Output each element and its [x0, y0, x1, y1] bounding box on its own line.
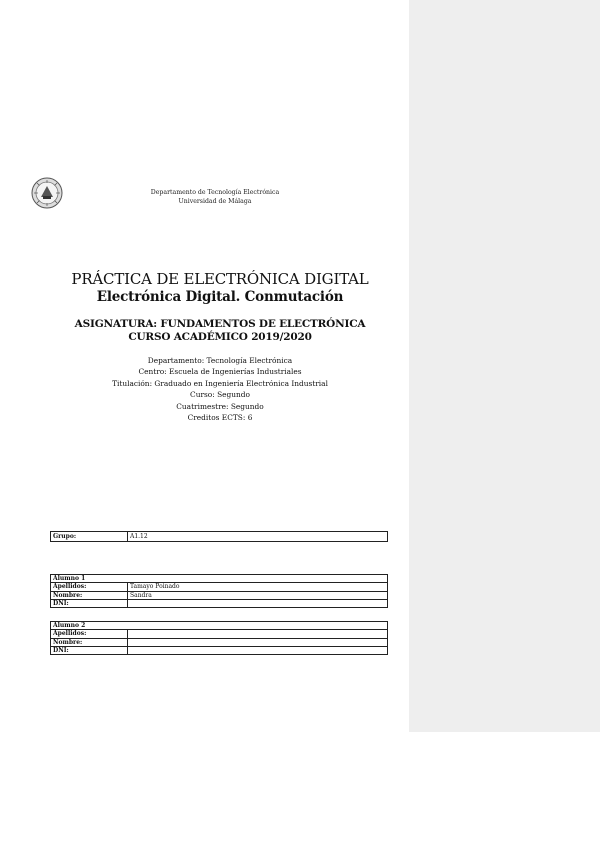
table-row: [51, 575, 388, 583]
name-label: Nombre:: [51, 638, 128, 646]
student2-header: Alumno 2: [51, 622, 388, 630]
student1-table: [50, 574, 388, 608]
academic-year: CURSO ACADÉMICO 2019/2020: [128, 331, 312, 343]
info-center: Centro: Escuela de Ingenierías Industriales: [138, 367, 302, 377]
dni-label: DNI:: [51, 599, 128, 607]
info-department: Departamento: Tecnología Electrónica: [147, 356, 293, 365]
university-seal-icon: [31, 177, 63, 209]
table-row: [51, 622, 388, 630]
student2-table: [50, 621, 388, 655]
info-credits: Creditos ECTS: 6: [187, 413, 253, 423]
table-row: [51, 599, 388, 607]
info-term: Cuatrimestre: Segundo: [176, 401, 264, 411]
table-row: [51, 638, 388, 646]
subject-block: [40, 318, 400, 344]
header-university: Universidad de Málaga: [178, 198, 252, 205]
header-department-block: [120, 188, 310, 206]
student1-header: Alumno 1: [51, 575, 388, 583]
table-row: [51, 646, 388, 654]
surname-value[interactable]: Tamayo Poinado: [128, 583, 388, 591]
dni-value[interactable]: [128, 646, 388, 654]
subject-name: ASIGNATURA: FUNDAMENTOS DE ELECTRÓNICA: [74, 318, 366, 330]
comment-pane: [409, 0, 600, 732]
group-table: [50, 531, 388, 542]
dni-label: DNI:: [51, 646, 128, 654]
page-margin: [409, 732, 600, 848]
table-row: [51, 532, 388, 542]
dni-value[interactable]: [128, 599, 388, 607]
table-row: [51, 630, 388, 638]
name-label: Nombre:: [51, 591, 128, 599]
title-block: [40, 270, 400, 306]
surname-value[interactable]: [128, 630, 388, 638]
surname-label: Apellidos:: [51, 630, 128, 638]
group-label: Grupo:: [51, 532, 128, 542]
table-row: [51, 591, 388, 599]
table-row: [51, 583, 388, 591]
name-value[interactable]: [128, 638, 388, 646]
group-value[interactable]: A1.12: [128, 532, 388, 542]
practice-title: PRÁCTICA DE ELECTRÓNICA DIGITAL: [71, 270, 369, 288]
practice-subtitle: Electrónica Digital. Conmutación: [96, 289, 344, 305]
header-department: Departamento de Tecnología Electrónica: [150, 189, 280, 196]
surname-label: Apellidos:: [51, 583, 128, 591]
name-value[interactable]: Sandra: [128, 591, 388, 599]
info-course: Curso: Segundo: [190, 390, 250, 400]
course-info-block: [40, 355, 400, 423]
info-degree: Titulación: Graduado en Ingeniería Electrónica Industrial: [112, 378, 328, 388]
